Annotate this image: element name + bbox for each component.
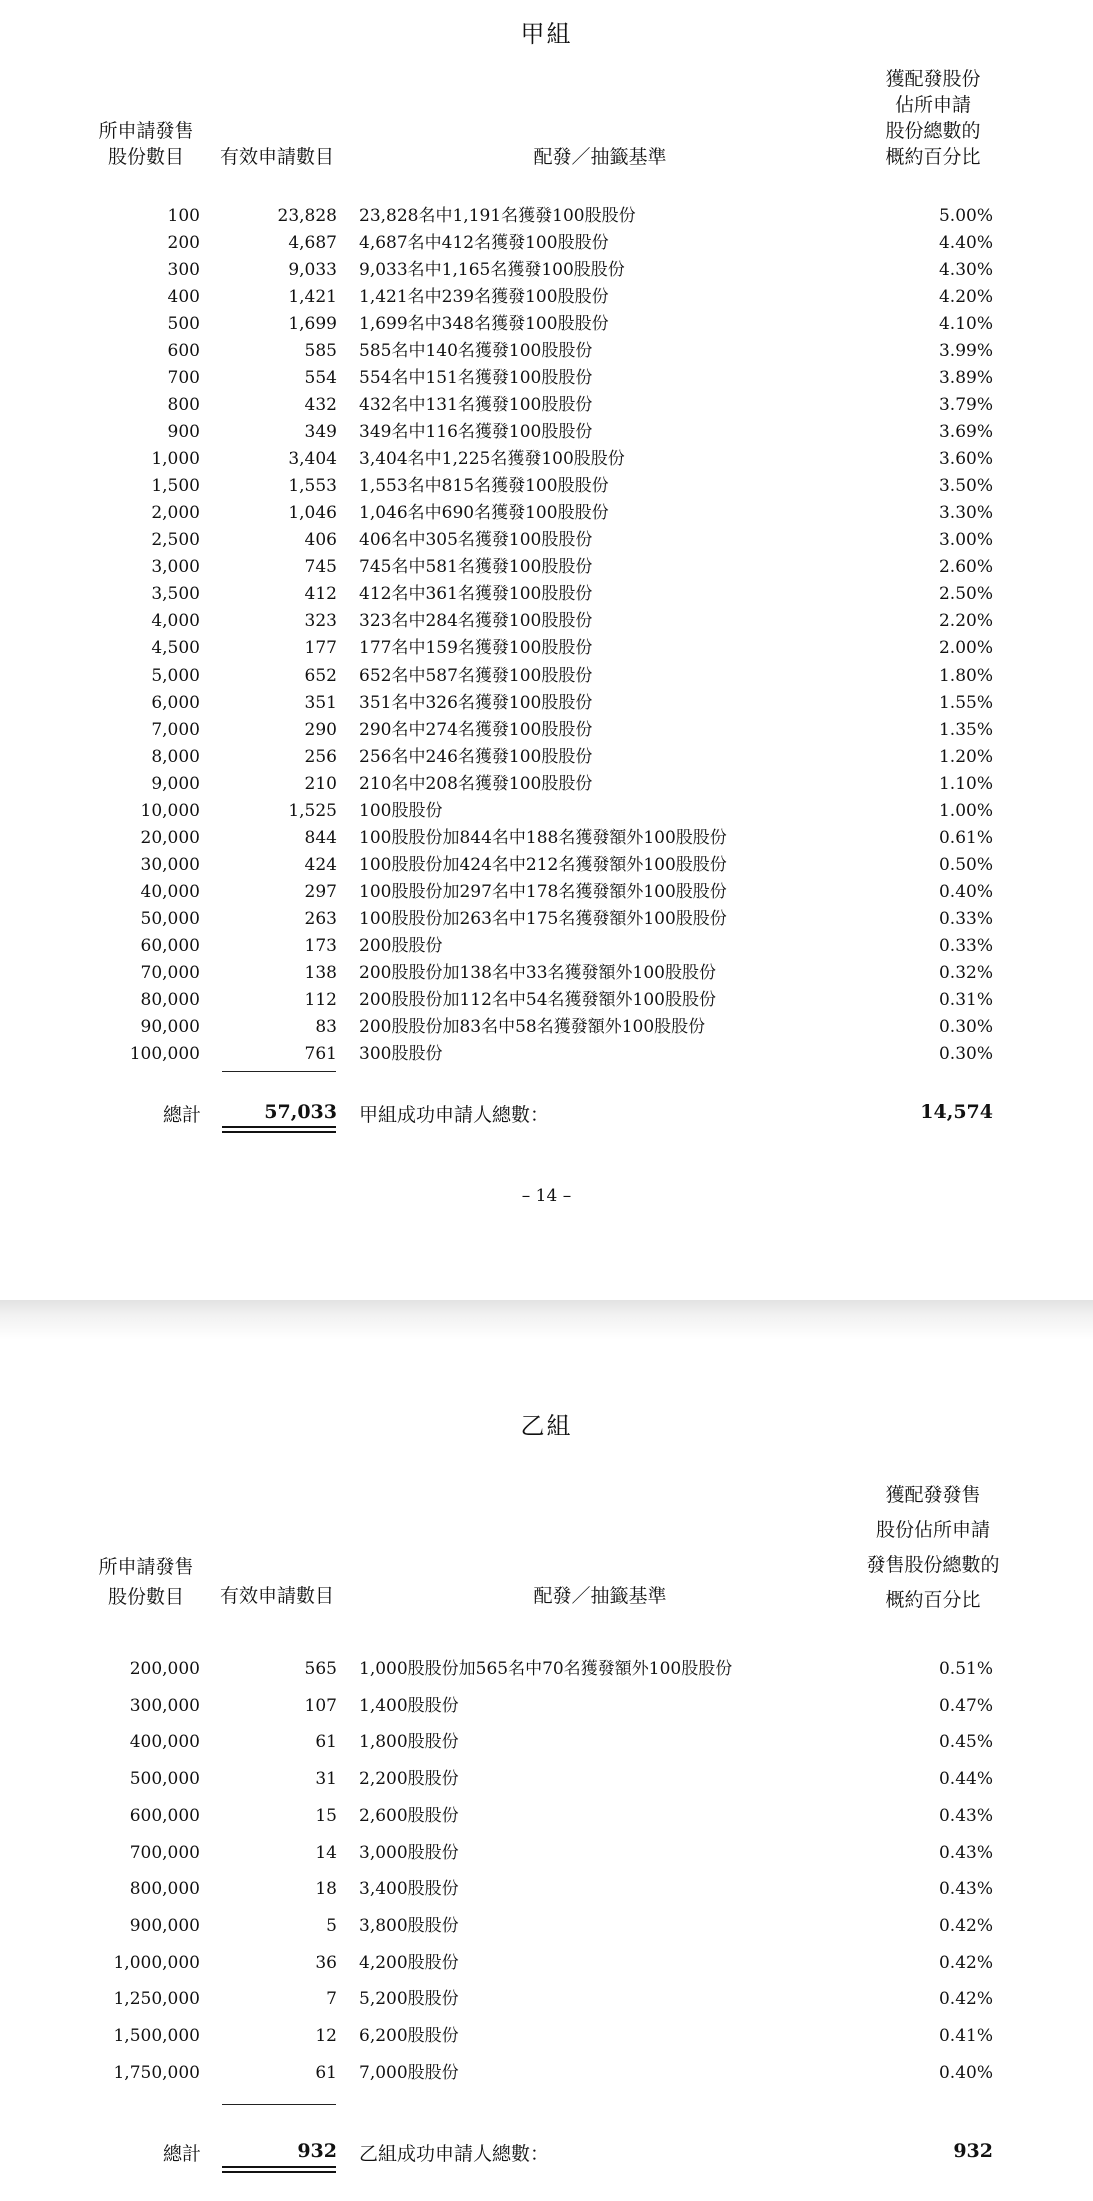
group-a-header-basis: 配發／抽籤基準 xyxy=(533,146,667,168)
cell-shares: 100,000 xyxy=(129,1043,200,1064)
cell-apps: 256 xyxy=(304,746,337,767)
cell-apps: 138 xyxy=(304,962,337,983)
table-row xyxy=(0,257,1093,283)
cell-pct: 0.31% xyxy=(938,989,993,1010)
cell-apps: 432 xyxy=(304,395,337,416)
cell-apps: 23,828 xyxy=(277,206,337,226)
cell-shares: 800 xyxy=(167,395,200,416)
table-row xyxy=(0,1693,1093,1719)
cell-basis: 3,400股股份 xyxy=(359,1879,459,1900)
cell-shares: 1,500,000 xyxy=(113,2026,200,2046)
cell-shares: 90,000 xyxy=(140,1016,200,1037)
cell-apps: 31 xyxy=(315,1769,337,1790)
cell-basis: 1,421名中239名獲發100股股份 xyxy=(359,287,609,308)
header-line: 股份數目 xyxy=(107,146,184,168)
table-row xyxy=(0,825,1093,851)
cell-apps: 18 xyxy=(315,1879,337,1900)
cell-basis: 1,553名中815名獲發100股股份 xyxy=(359,476,609,497)
cell-basis: 9,033名中1,165名獲發100股股份 xyxy=(359,260,625,281)
group-a-success-count: 14,574 xyxy=(920,1101,993,1123)
cell-shares: 9,000 xyxy=(151,773,200,794)
table-row xyxy=(0,1950,1093,1976)
cell-pct: 3.60% xyxy=(938,449,993,470)
cell-basis: 1,000股股份加565名中70名獲發額外100股股份 xyxy=(359,1659,733,1679)
cell-basis: 200股股份 xyxy=(359,935,443,956)
table-row xyxy=(0,960,1093,986)
cell-shares: 6,000 xyxy=(151,692,200,713)
cell-basis: 290名中274名獲發100股股份 xyxy=(359,719,593,740)
table-row xyxy=(0,906,1093,932)
cell-pct: 0.43% xyxy=(938,1842,993,1863)
cell-basis: 2,600股股份 xyxy=(359,1805,459,1826)
table-row xyxy=(0,1766,1093,1792)
cell-pct: 3.99% xyxy=(938,341,993,362)
cell-apps: 1,525 xyxy=(288,800,337,821)
cell-shares: 80,000 xyxy=(140,989,200,1010)
cell-basis: 1,400股股份 xyxy=(359,1695,459,1716)
group-a-total-apps: 57,033 xyxy=(264,1101,337,1123)
cell-pct: 2.20% xyxy=(938,611,993,632)
cell-shares: 1,000 xyxy=(151,449,200,470)
table-row xyxy=(0,2023,1093,2049)
cell-apps: 1,553 xyxy=(288,476,337,497)
group-a-header-apps: 有效申請數目 xyxy=(219,146,334,168)
header-line: 股份佔所申請 xyxy=(875,1519,990,1541)
cell-apps: 565 xyxy=(304,1659,337,1679)
table-row xyxy=(0,1876,1093,1902)
cell-shares: 8,000 xyxy=(151,746,200,767)
cell-shares: 400 xyxy=(167,287,200,308)
cell-basis: 200股股份加112名中54名獲發額外100股股份 xyxy=(359,989,716,1010)
cell-basis: 351名中326名獲發100股股份 xyxy=(359,692,593,713)
cell-shares: 400,000 xyxy=(129,1732,200,1753)
cell-basis: 412名中361名獲發100股股份 xyxy=(359,584,593,605)
cell-basis: 6,200股股份 xyxy=(359,2026,459,2046)
cell-pct: 2.60% xyxy=(938,557,993,578)
cell-shares: 30,000 xyxy=(140,854,200,875)
cell-basis: 256名中246名獲發100股股份 xyxy=(359,746,593,767)
cell-basis: 210名中208名獲發100股股份 xyxy=(359,773,593,794)
cell-apps: 3,404 xyxy=(288,449,337,470)
table-row xyxy=(0,419,1093,445)
cell-apps: 297 xyxy=(304,881,337,902)
cell-apps: 112 xyxy=(304,989,337,1010)
cell-apps: 554 xyxy=(304,368,337,389)
cell-shares: 200,000 xyxy=(129,1659,200,1679)
group-b-success-count: 932 xyxy=(953,2140,993,2162)
cell-apps: 1,421 xyxy=(288,287,337,308)
cell-pct: 0.45% xyxy=(938,1732,993,1753)
cell-basis: 300股股份 xyxy=(359,1043,443,1064)
cell-pct: 0.61% xyxy=(938,827,993,848)
table-row xyxy=(0,473,1093,499)
cell-shares: 500,000 xyxy=(129,1769,200,1790)
cell-pct: 0.47% xyxy=(938,1695,993,1716)
cell-shares: 1,000,000 xyxy=(113,1952,200,1973)
cell-shares: 900,000 xyxy=(129,1915,200,1936)
group-a-subtotal-rule xyxy=(222,1071,336,1072)
cell-pct: 3.79% xyxy=(938,395,993,416)
group-b-header-shares xyxy=(86,1552,206,1612)
cell-apps: 1,046 xyxy=(288,503,337,524)
cell-pct: 1.80% xyxy=(938,665,993,686)
cell-apps: 290 xyxy=(304,719,337,740)
cell-apps: 1,699 xyxy=(288,314,337,335)
cell-apps: 210 xyxy=(304,773,337,794)
cell-pct: 0.32% xyxy=(938,962,993,983)
table-row xyxy=(0,338,1093,364)
table-row xyxy=(0,717,1093,743)
cell-pct: 3.69% xyxy=(938,422,993,443)
cell-shares: 900 xyxy=(167,422,200,443)
group-a-header-pct xyxy=(868,66,998,170)
cell-shares: 600,000 xyxy=(129,1805,200,1826)
cell-shares: 40,000 xyxy=(140,881,200,902)
cell-apps: 61 xyxy=(315,1732,337,1753)
cell-basis: 23,828名中1,191名獲發100股股份 xyxy=(359,206,636,226)
table-row xyxy=(0,744,1093,770)
cell-pct: 4.40% xyxy=(938,233,993,254)
cell-apps: 36 xyxy=(315,1952,337,1973)
table-row xyxy=(0,446,1093,472)
cell-basis: 3,800股股份 xyxy=(359,1915,459,1936)
table-row xyxy=(0,1803,1093,1829)
cell-apps: 173 xyxy=(304,935,337,956)
table-row xyxy=(0,663,1093,689)
table-row xyxy=(0,365,1093,391)
table-row xyxy=(0,987,1093,1013)
table-row xyxy=(0,608,1093,634)
header-line: 所申請發售 xyxy=(98,1556,194,1578)
cell-pct: 0.50% xyxy=(938,854,993,875)
table-row xyxy=(0,1729,1093,1755)
cell-shares: 7,000 xyxy=(151,719,200,740)
cell-basis: 1,046名中690名獲發100股股份 xyxy=(359,503,609,524)
cell-pct: 0.51% xyxy=(938,1659,993,1679)
cell-apps: 107 xyxy=(304,1695,337,1716)
cell-shares: 1,250,000 xyxy=(113,1989,200,2010)
table-row xyxy=(0,1913,1093,1939)
cell-basis: 1,800股股份 xyxy=(359,1732,459,1753)
header-line: 股份總數的 xyxy=(885,120,981,142)
cell-basis: 2,200股股份 xyxy=(359,1769,459,1790)
cell-pct: 3.30% xyxy=(938,503,993,524)
group-b-total-label: 總計 xyxy=(163,2143,202,2165)
cell-basis: 100股股份 xyxy=(359,800,443,821)
cell-apps: 15 xyxy=(315,1805,337,1826)
cell-pct: 0.44% xyxy=(938,1769,993,1790)
cell-pct: 5.00% xyxy=(938,206,993,226)
cell-shares: 100 xyxy=(167,206,200,226)
cell-shares: 1,500 xyxy=(151,476,200,497)
header-line: 所申請發售 xyxy=(98,120,194,142)
cell-basis: 323名中284名獲發100股股份 xyxy=(359,611,593,632)
cell-shares: 3,500 xyxy=(151,584,200,605)
page-number: – 14 – xyxy=(521,1186,572,1206)
table-row xyxy=(0,933,1093,959)
group-a-success-label: 甲組成功申請人總數： xyxy=(359,1104,550,1126)
cell-pct: 1.00% xyxy=(938,800,993,821)
cell-apps: 14 xyxy=(315,1842,337,1863)
table-row xyxy=(0,1014,1093,1040)
cell-basis: 100股股份加844名中188名獲發額外100股股份 xyxy=(359,827,727,848)
cell-apps: 323 xyxy=(304,611,337,632)
cell-pct: 0.42% xyxy=(938,1989,993,2010)
cell-pct: 4.10% xyxy=(938,314,993,335)
cell-apps: 83 xyxy=(315,1016,337,1037)
cell-basis: 652名中587名獲發100股股份 xyxy=(359,665,593,686)
cell-apps: 351 xyxy=(304,692,337,713)
cell-basis: 3,404名中1,225名獲發100股股份 xyxy=(359,449,625,470)
header-line: 概約百分比 xyxy=(885,146,981,168)
cell-shares: 800,000 xyxy=(129,1879,200,1900)
table-row xyxy=(0,527,1093,553)
header-line: 股份數目 xyxy=(107,1586,184,1608)
table-row xyxy=(0,852,1093,878)
cell-shares: 600 xyxy=(167,341,200,362)
cell-pct: 0.33% xyxy=(938,908,993,929)
cell-shares: 200 xyxy=(167,233,200,254)
cell-basis: 100股股份加424名中212名獲發額外100股股份 xyxy=(359,854,727,875)
table-row xyxy=(0,879,1093,905)
cell-basis: 745名中581名獲發100股股份 xyxy=(359,557,593,578)
group-b-title: 乙組 xyxy=(520,1412,573,1440)
group-b-total-double-rule xyxy=(222,2166,336,2173)
cell-pct: 3.89% xyxy=(938,368,993,389)
cell-apps: 5 xyxy=(326,1915,337,1936)
cell-apps: 844 xyxy=(304,827,337,848)
table-row xyxy=(0,230,1093,256)
cell-shares: 4,000 xyxy=(151,611,200,632)
cell-pct: 2.00% xyxy=(938,638,993,659)
cell-apps: 61 xyxy=(315,2062,337,2083)
cell-pct: 0.43% xyxy=(938,1879,993,1900)
group-b-header-apps: 有效申請數目 xyxy=(219,1585,334,1607)
cell-shares: 300,000 xyxy=(129,1695,200,1716)
cell-shares: 2,000 xyxy=(151,503,200,524)
cell-apps: 412 xyxy=(304,584,337,605)
group-a-total-double-rule xyxy=(222,1126,336,1133)
cell-pct: 0.42% xyxy=(938,1915,993,1936)
cell-shares: 1,750,000 xyxy=(113,2062,200,2083)
table-row xyxy=(0,1986,1093,2012)
table-row xyxy=(0,581,1093,607)
cell-pct: 1.10% xyxy=(938,773,993,794)
cell-shares: 3,000 xyxy=(151,557,200,578)
table-row xyxy=(0,690,1093,716)
table-row xyxy=(0,1041,1093,1067)
header-line: 佔所申請 xyxy=(894,94,971,116)
cell-apps: 349 xyxy=(304,422,337,443)
table-row xyxy=(0,554,1093,580)
cell-basis: 1,699名中348名獲發100股股份 xyxy=(359,314,609,335)
cell-pct: 0.41% xyxy=(938,2026,993,2046)
cell-pct: 0.40% xyxy=(938,2062,993,2083)
cell-basis: 349名中116名獲發100股股份 xyxy=(359,422,593,443)
cell-apps: 9,033 xyxy=(288,260,337,281)
cell-shares: 2,500 xyxy=(151,530,200,551)
cell-pct: 0.33% xyxy=(938,935,993,956)
cell-pct: 1.35% xyxy=(938,719,993,740)
table-row xyxy=(0,1840,1093,1866)
cell-shares: 500 xyxy=(167,314,200,335)
group-b-header-basis: 配發／抽籤基準 xyxy=(533,1585,667,1607)
cell-pct: 0.30% xyxy=(938,1043,993,1064)
cell-pct: 4.20% xyxy=(938,287,993,308)
page-group-b xyxy=(0,1340,1093,2201)
cell-pct: 1.55% xyxy=(938,692,993,713)
cell-apps: 7 xyxy=(326,1989,337,2010)
cell-shares: 60,000 xyxy=(140,935,200,956)
cell-shares: 10,000 xyxy=(140,800,200,821)
cell-basis: 4,687名中412名獲發100股股份 xyxy=(359,233,609,254)
cell-apps: 12 xyxy=(315,2026,337,2046)
cell-pct: 3.00% xyxy=(938,530,993,551)
cell-pct: 0.40% xyxy=(938,881,993,902)
page-separator xyxy=(0,1300,1093,1340)
cell-pct: 0.42% xyxy=(938,1952,993,1973)
cell-apps: 745 xyxy=(304,557,337,578)
table-row xyxy=(0,311,1093,337)
header-line: 獲配發發售 xyxy=(885,1484,981,1506)
cell-apps: 177 xyxy=(304,638,337,659)
cell-basis: 406名中305名獲發100股股份 xyxy=(359,530,593,551)
group-b-total-apps: 932 xyxy=(297,2140,337,2162)
table-row xyxy=(0,798,1093,824)
group-b-success-label: 乙組成功申請人總數： xyxy=(359,2143,550,2165)
cell-apps: 652 xyxy=(304,665,337,686)
table-row xyxy=(0,500,1093,526)
cell-shares: 5,000 xyxy=(151,665,200,686)
cell-basis: 7,000股股份 xyxy=(359,2062,459,2083)
group-a-header-shares xyxy=(86,118,206,170)
cell-basis: 5,200股股份 xyxy=(359,1989,459,2010)
cell-shares: 700 xyxy=(167,368,200,389)
cell-shares: 700,000 xyxy=(129,1842,200,1863)
cell-pct: 0.30% xyxy=(938,1016,993,1037)
table-row xyxy=(0,284,1093,310)
table-row xyxy=(0,392,1093,418)
group-b-header-pct xyxy=(858,1478,1008,1618)
table-row xyxy=(0,771,1093,797)
cell-basis: 100股股份加263名中175名獲發額外100股股份 xyxy=(359,908,727,929)
table-row xyxy=(0,203,1093,229)
cell-basis: 200股股份加138名中33名獲發額外100股股份 xyxy=(359,962,716,983)
group-b-subtotal-rule xyxy=(222,2104,336,2105)
cell-shares: 300 xyxy=(167,260,200,281)
cell-basis: 200股股份加83名中58名獲發額外100股股份 xyxy=(359,1016,706,1037)
cell-apps: 424 xyxy=(304,854,337,875)
cell-shares: 4,500 xyxy=(151,638,200,659)
cell-pct: 2.50% xyxy=(938,584,993,605)
cell-shares: 70,000 xyxy=(140,962,200,983)
header-line: 發售股份總數的 xyxy=(866,1554,1000,1576)
cell-basis: 432名中131名獲發100股股份 xyxy=(359,395,593,416)
table-row xyxy=(0,1656,1093,1682)
group-a-total-label: 總計 xyxy=(163,1104,202,1126)
cell-pct: 0.43% xyxy=(938,1805,993,1826)
cell-basis: 177名中159名獲發100股股份 xyxy=(359,638,593,659)
cell-apps: 585 xyxy=(304,341,337,362)
cell-basis: 585名中140名獲發100股股份 xyxy=(359,341,593,362)
table-row xyxy=(0,635,1093,661)
cell-pct: 4.30% xyxy=(938,260,993,281)
cell-apps: 406 xyxy=(304,530,337,551)
cell-shares: 20,000 xyxy=(140,827,200,848)
table-row xyxy=(0,2060,1093,2086)
cell-basis: 554名中151名獲發100股股份 xyxy=(359,368,593,389)
cell-pct: 1.20% xyxy=(938,746,993,767)
header-line: 概約百分比 xyxy=(885,1589,981,1611)
cell-apps: 4,687 xyxy=(288,233,337,254)
cell-apps: 761 xyxy=(304,1043,337,1064)
cell-pct: 3.50% xyxy=(938,476,993,497)
header-line: 獲配發股份 xyxy=(885,68,981,90)
cell-basis: 4,200股股份 xyxy=(359,1952,459,1973)
cell-basis: 100股股份加297名中178名獲發額外100股股份 xyxy=(359,881,727,902)
cell-apps: 263 xyxy=(304,908,337,929)
cell-shares: 50,000 xyxy=(140,908,200,929)
cell-basis: 3,000股股份 xyxy=(359,1842,459,1863)
group-a-title: 甲組 xyxy=(520,20,573,48)
